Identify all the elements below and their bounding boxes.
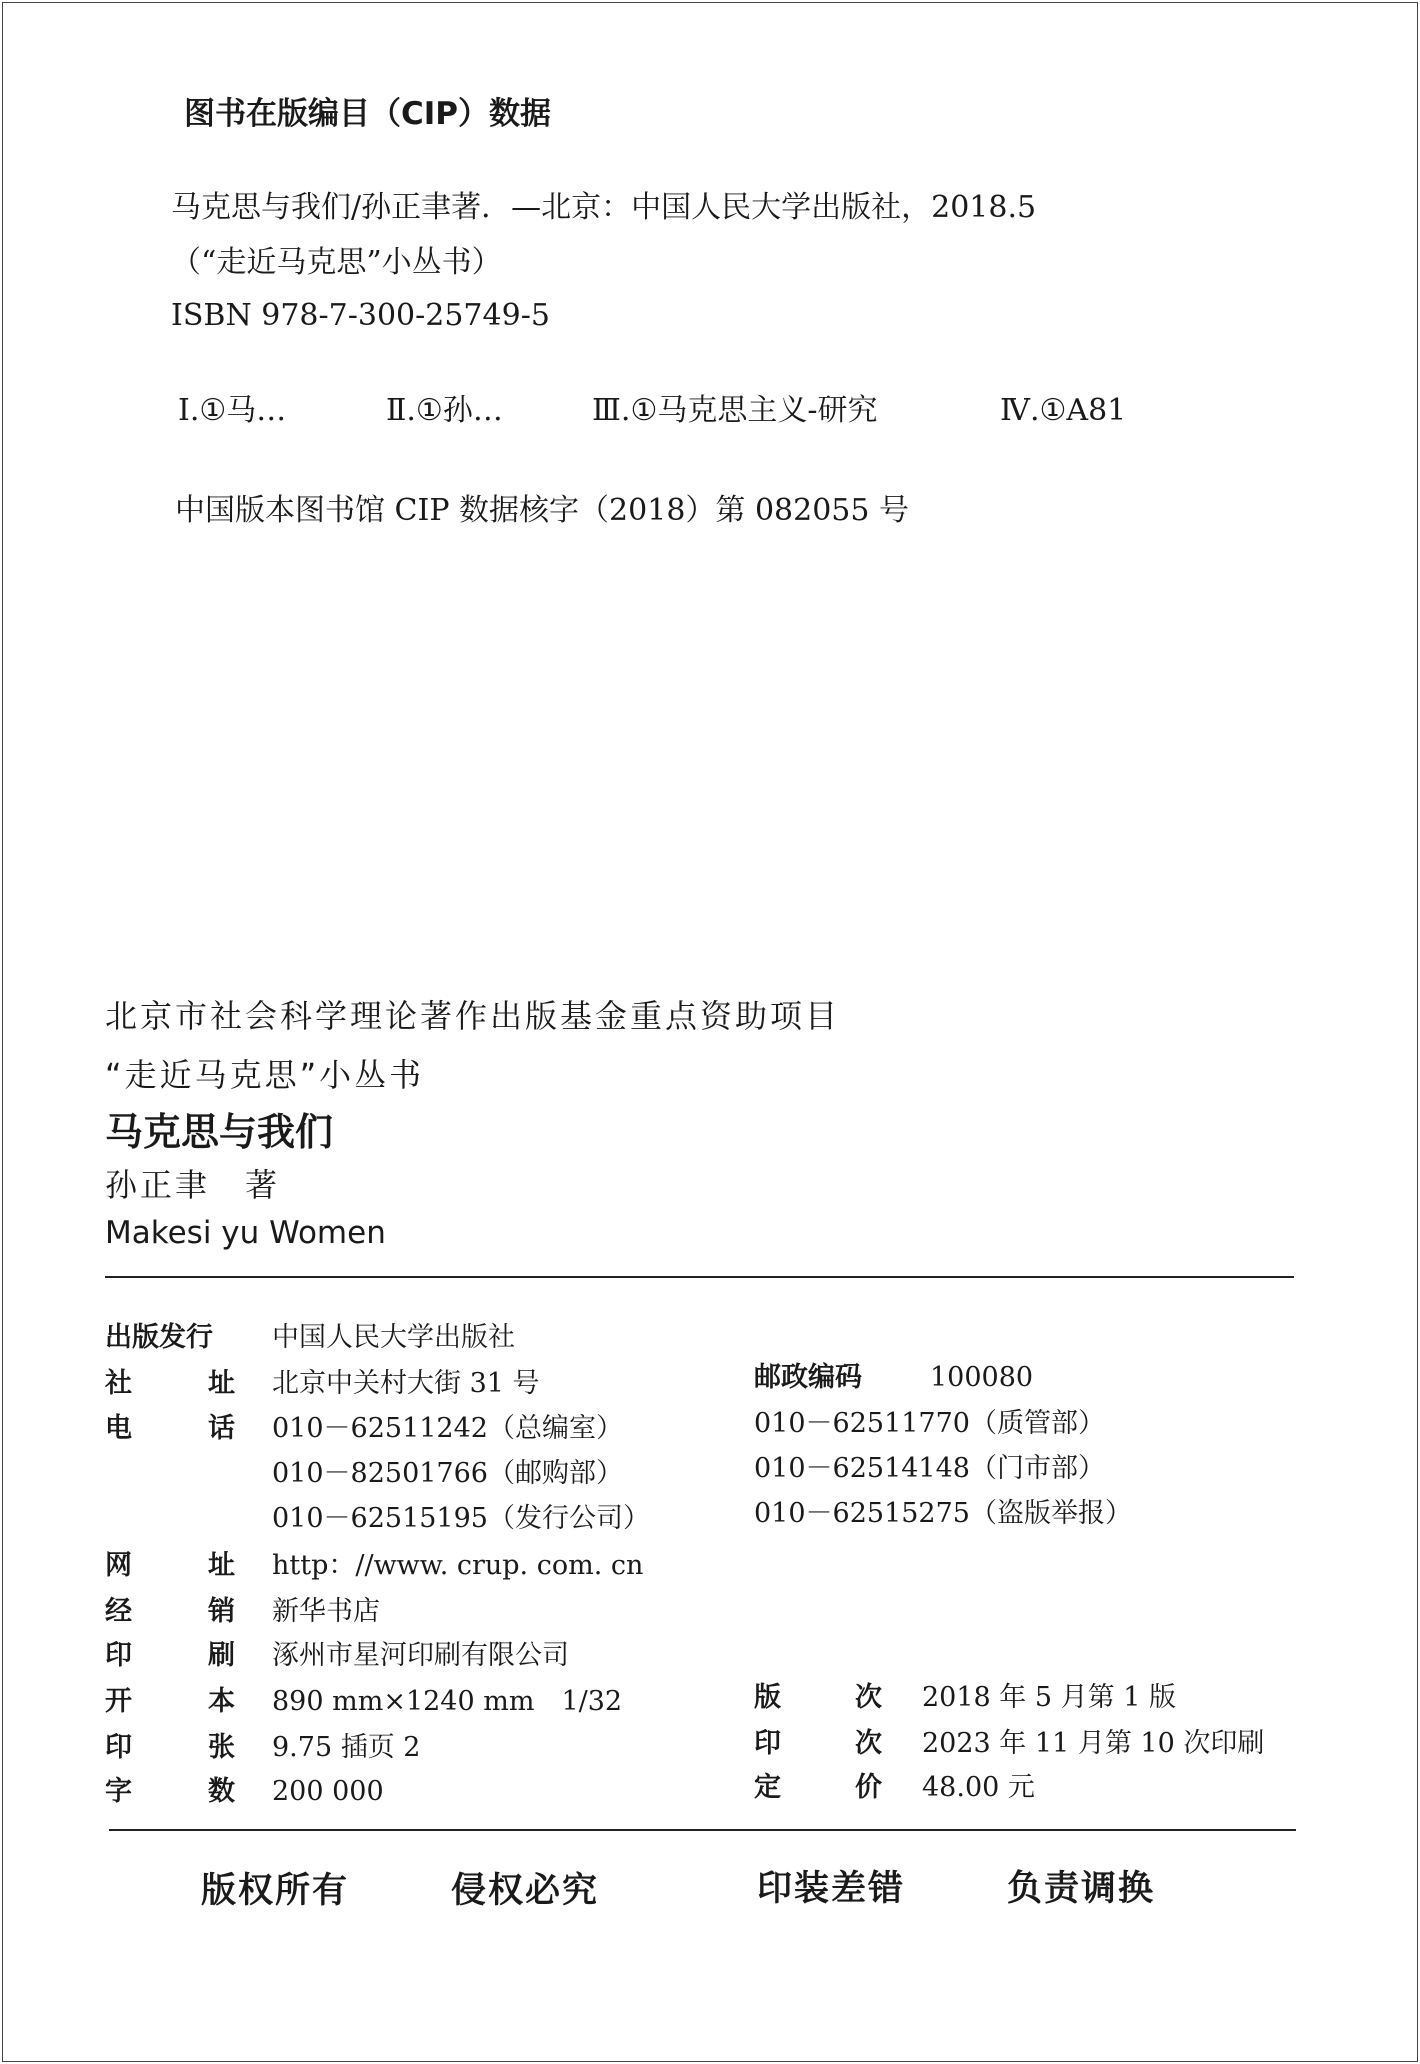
cip-class-4: Ⅳ.①A81 xyxy=(1000,393,1127,428)
sheets-label-2: 张 xyxy=(208,1732,235,1763)
cip-class-3: Ⅲ.①马克思主义-研究 xyxy=(592,393,878,428)
book-pinyin: Makesi yu Women xyxy=(105,1215,386,1251)
cip-line-1: 马克思与我们/孙正聿著．—北京：中国人民大学出版社，2018.5 xyxy=(171,190,1037,225)
postcode-value: 100080 xyxy=(930,1362,1034,1393)
words-label-1: 字 xyxy=(105,1776,132,1807)
divider-top xyxy=(105,1276,1294,1278)
phone-label-1: 电 xyxy=(105,1413,132,1444)
cip-class-2: Ⅱ.①孙… xyxy=(386,393,503,428)
book-author: 孙正聿 著 xyxy=(105,1166,281,1204)
distributor-label-1: 经 xyxy=(105,1596,132,1627)
phone-right-3: 010－62515275（盗版举报） xyxy=(754,1498,1132,1529)
slogan-4: 负责调换 xyxy=(1007,1869,1156,1909)
cip-heading: 图书在版编目（CIP）数据 xyxy=(184,96,552,132)
phone-right-2: 010－62514148（门市部） xyxy=(754,1453,1105,1484)
price-value: 48.00 元 xyxy=(922,1772,1035,1803)
publisher-value: 中国人民大学出版社 xyxy=(272,1322,515,1353)
website-label-2: 址 xyxy=(208,1550,235,1581)
printer-label-2: 刷 xyxy=(208,1640,235,1671)
address-label-2: 址 xyxy=(208,1368,235,1399)
price-label-1: 定 xyxy=(754,1772,781,1803)
postcode-label: 邮政编码 xyxy=(754,1362,862,1393)
sheets-label-1: 印 xyxy=(105,1732,132,1763)
printing-value: 2023 年 11 月第 10 次印刷 xyxy=(922,1728,1265,1759)
format-label-2: 本 xyxy=(208,1686,235,1717)
printer-label-1: 印 xyxy=(105,1640,132,1671)
distributor-label-2: 销 xyxy=(208,1596,235,1627)
distributor-value: 新华书店 xyxy=(272,1596,380,1627)
address-value: 北京中关村大街 31 号 xyxy=(272,1368,540,1399)
website-value: http：//www. crup. com. cn xyxy=(272,1550,644,1581)
fund-note: 北京市社会科学理论著作出版基金重点资助项目 xyxy=(105,997,841,1035)
divider-bottom xyxy=(109,1829,1296,1831)
phone-right-1: 010－62511770（质管部） xyxy=(754,1408,1105,1439)
slogan-2: 侵权必究 xyxy=(451,1871,600,1911)
price-label-2: 价 xyxy=(855,1772,882,1803)
publisher-label: 出版发行 xyxy=(105,1322,213,1353)
slogan-3: 印装差错 xyxy=(757,1869,906,1909)
format-value: 890 mm×1240 mm 1/32 xyxy=(272,1686,623,1717)
sheets-value: 9.75 插页 2 xyxy=(272,1732,421,1763)
slogan-1: 版权所有 xyxy=(201,1871,350,1911)
address-label-1: 社 xyxy=(105,1368,132,1399)
series-name: “走近马克思”小丛书 xyxy=(105,1056,425,1094)
phone-left-3: 010－62515195（发行公司） xyxy=(272,1503,650,1534)
printing-label-2: 次 xyxy=(855,1728,882,1759)
cip-class-1: Ⅰ.①马… xyxy=(178,393,287,428)
edition-label-2: 次 xyxy=(855,1682,882,1713)
cip-line-2: （“走近马克思”小丛书） xyxy=(171,245,502,280)
format-label-1: 开 xyxy=(105,1686,132,1717)
edition-label-1: 版 xyxy=(754,1682,781,1713)
cip-isbn: ISBN 978-7-300-25749-5 xyxy=(171,298,550,333)
phone-label-2: 话 xyxy=(208,1413,235,1444)
words-value: 200 000 xyxy=(272,1776,384,1807)
edition-value: 2018 年 5 月第 1 版 xyxy=(922,1682,1176,1713)
printer-value: 涿州市星河印刷有限公司 xyxy=(272,1640,569,1671)
cip-record: 中国版本图书馆 CIP 数据核字（2018）第 082055 号 xyxy=(175,493,910,528)
phone-left-2: 010－82501766（邮购部） xyxy=(272,1458,623,1489)
phone-left-1: 010－62511242（总编室） xyxy=(272,1413,623,1444)
website-label-1: 网 xyxy=(105,1550,132,1581)
book-title: 马克思与我们 xyxy=(105,1110,334,1154)
printing-label-1: 印 xyxy=(754,1728,781,1759)
words-label-2: 数 xyxy=(208,1776,235,1807)
